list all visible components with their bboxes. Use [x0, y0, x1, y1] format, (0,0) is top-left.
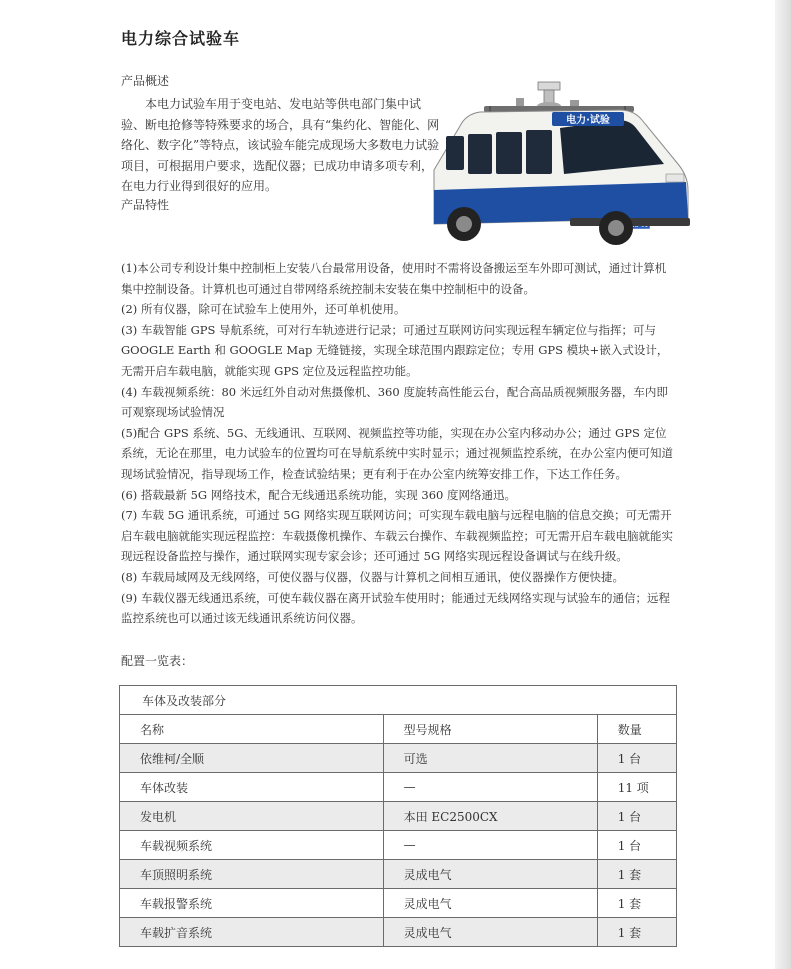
table-header-row: [120, 715, 677, 744]
table-cell: 发电机: [120, 802, 384, 831]
column-header: 型号规格: [383, 715, 597, 744]
table-section-title: 车体及改装部分: [120, 686, 677, 715]
feature-item: (3) 车载智能 GPS 导航系统，可对行车轨迹进行记录；可通过互联网访问实现远程车辆定位与指挥；可与 GOOGLE Earth 和 GOOGLE Map 无缝链接，实现全球范围内跟踪定位；专用 GPS 模块+嵌入式设计，无需开启车载电脑，就能实现 GPS 定位及远程监控功能。: [121, 322, 669, 378]
table-cell: —: [383, 831, 597, 860]
feature-item: (9) 车载仪器无线通迅系统，可使车载仪器在离开试验车使用时；能通过无线网络实现与试验车的通信；远程监控系统也可以通过该无线通讯系统访问仪器。: [121, 590, 670, 626]
page-title: 电力综合试验车: [121, 29, 241, 48]
feature-item: (7) 车载 5G 通讯系统，可通过 5G 网络实现互联网访问；可实现车载电脑与远程电脑的信息交换；可无需开启车载电脑就能实现远程监控：车载摄像机操作、车载云台操作、车载视频监控；可无需开启车载电脑就能实现远程设备监控与操作，通过联网实现专家会诊；还可通过 5G 网络实现远程设备调试与在线升级。: [121, 508, 673, 564]
features-heading: 产品特性: [121, 198, 170, 212]
feature-item: (6) 搭载最新 5G 网络技术，配合无线通迅系统功能，实现 360 度网络通迅。: [121, 487, 517, 502]
table-cell: 车载报警系统: [120, 889, 384, 918]
table-row: [120, 860, 677, 889]
feature-item: (4) 车载视频系统：80 米远红外自动对焦摄像机、360 度旋转高性能云台，配合高品质视频服务器，车内即可观察现场试验情况: [121, 384, 668, 420]
config-heading: 配置一览表：: [121, 654, 194, 668]
test-vehicle-image: [420, 78, 705, 256]
table-cell: 1 台: [597, 744, 676, 773]
table-row: [120, 831, 677, 860]
table-cell: —: [383, 773, 597, 802]
column-header: 数量: [597, 715, 676, 744]
table-cell: 车体改装: [120, 773, 384, 802]
table-row: [120, 802, 677, 831]
roof-sign-text: 电力·试验: [566, 115, 610, 126]
table-cell: 车载扩音系统: [120, 918, 384, 947]
table-cell: 依维柯/全顺: [120, 744, 384, 773]
column-header: 名称: [120, 715, 384, 744]
table-cell: 本田 EC2500CX: [383, 802, 597, 831]
table-cell: 1 套: [597, 889, 676, 918]
overview-paragraph: 本电力试验车用于变电站、发电站等供电部门集中试验、断电抢修等特殊要求的场合，具有“集约化、智能化、网络化、数字化”等特点，该试验车能完成现场大多数电力试验项目，可根据用户要求，选配仪器；已成功申请多项专利，在电力行业得到很好的应用。: [121, 97, 440, 193]
table-cell: 1 台: [597, 831, 676, 860]
table-row: [120, 889, 677, 918]
table-cell: 灵成电气: [383, 918, 597, 947]
table-row: [120, 918, 677, 947]
feature-item: (1)本公司专利设计集中控制柜上安装八台最常用设备，使用时不需将设备搬运至车外即可测试，通过计算机集中控制设备。计算机也可通过自带网络系统控制未安装在集中控制柜中的设备。: [121, 261, 667, 296]
table-cell: 可选: [383, 744, 597, 773]
table-cell: 灵成电气: [383, 889, 597, 918]
feature-item: (2) 所有仪器，除可在试验车上使用外，还可单机使用。: [121, 302, 406, 317]
table-section-row: [120, 686, 677, 715]
table-cell: 1 套: [597, 918, 676, 947]
table-row: [120, 744, 677, 773]
feature-item: (5)配合 GPS 系统、5G、无线通讯、互联网、视频监控等功能，实现在办公室内移动办公；通过 GPS 定位系统，无论在那里，电力试验车的位置均可在导航系统中实时显示；通过视频监控系统，在办公室内便可知道现场试验情况，指导现场工作，检查试验结果；更有利于在办公室内统筹安排工作，下达工作任务。: [121, 425, 673, 481]
overview-heading: 产品概述: [121, 74, 170, 88]
features-list: [121, 258, 676, 629]
feature-item: (8) 车载局域网及无线网络，可使仪器与仪器，仪器与计算机之间相互通讯，使仪器操作方便快捷。: [121, 569, 624, 584]
table-cell: 车顶照明系统: [120, 860, 384, 889]
table-cell: 车载视频系统: [120, 831, 384, 860]
table-cell: 1 套: [597, 860, 676, 889]
table-cell: 1 台: [597, 802, 676, 831]
table-cell: 灵成电气: [383, 860, 597, 889]
config-table: [119, 685, 677, 947]
table-row: [120, 773, 677, 802]
table-cell: 11 项: [597, 773, 676, 802]
page-edge-shadow: [775, 0, 791, 969]
